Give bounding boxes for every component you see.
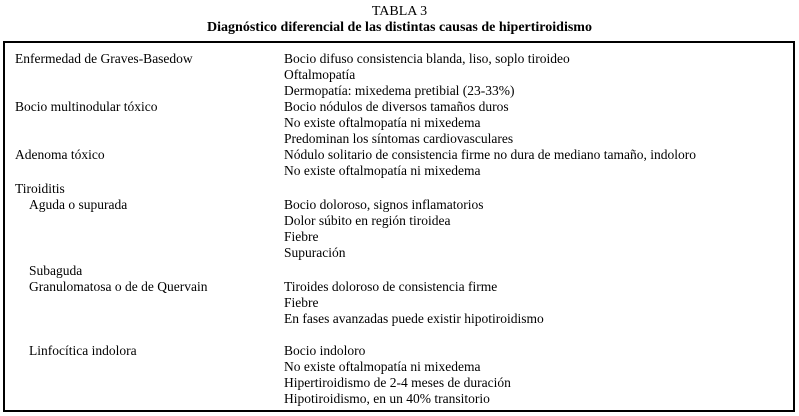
finding-cell: Dermopatía: mixedema pretibial (23-33%): [284, 83, 515, 98]
finding-cell: No existe oftalmopatía ni mixedema: [284, 115, 481, 130]
table-frame: [3, 41, 795, 412]
finding-cell: Hipertiroidismo de 2-4 meses de duración: [284, 375, 511, 390]
table-row: [5, 279, 793, 295]
finding-cell: Bocio nódulos de diversos tamaños duros: [284, 99, 509, 114]
condition-cell: Tiroiditis: [15, 181, 65, 196]
table-row: [5, 327, 793, 343]
table-row: [5, 343, 793, 359]
table-row: [5, 99, 793, 115]
finding-cell: Bocio doloroso, signos inflamatorios: [284, 197, 484, 212]
finding-cell: Nódulo solitario de consistencia firme no dura de mediano tamaño, indoloro: [284, 147, 697, 162]
finding-cell: Bocio indoloro: [284, 343, 366, 358]
table-row: [5, 181, 793, 197]
table-row: [5, 375, 793, 391]
table-row: [5, 359, 793, 375]
finding-cell: Predominan los síntomas cardiovasculares: [284, 131, 514, 146]
condition-cell: Adenoma tóxico: [15, 147, 105, 162]
condition-cell: Subaguda: [29, 263, 83, 278]
finding-cell: Supuración: [284, 245, 346, 260]
finding-cell: Bocio difuso consistencia blanda, liso, soplo tiroideo: [284, 51, 570, 66]
condition-cell: Linfocítica indolora: [29, 343, 137, 358]
table-row: [5, 115, 793, 131]
table-row: [5, 83, 793, 99]
table-number: TABLA 3: [371, 4, 428, 19]
table-row: [5, 131, 793, 147]
table-row: [5, 163, 793, 181]
condition-cell: Enfermedad de Graves-Basedow: [15, 51, 193, 66]
condition-cell: Bocio multinodular tóxico: [15, 99, 158, 114]
table-row: [5, 147, 793, 163]
finding-cell: No existe oftalmopatía ni mixedema: [284, 359, 481, 374]
table-row: [5, 229, 793, 245]
table-body: [5, 51, 793, 407]
table-row: [5, 197, 793, 213]
finding-cell: Hipotiroidismo, en un 40% transitorio: [284, 391, 490, 406]
finding-cell: Tiroides doloroso de consistencia firme: [284, 279, 498, 294]
finding-cell: Dolor súbito en región tiroidea: [284, 213, 451, 228]
condition-cell: Granulomatosa o de de Quervain: [29, 279, 208, 294]
finding-cell: No existe oftalmopatía ni mixedema: [284, 163, 481, 178]
table-row: [5, 311, 793, 327]
condition-cell: Aguda o supurada: [29, 197, 128, 212]
finding-cell: Fiebre: [284, 295, 319, 310]
table-row: [5, 245, 793, 263]
table-title: Diagnóstico diferencial de las distintas causas de hipertiroidismo: [207, 20, 592, 35]
finding-cell: Oftalmopatía: [284, 67, 356, 82]
table-row: [5, 67, 793, 83]
table-row: [5, 51, 793, 67]
table-row: [5, 263, 793, 279]
table-row: [5, 391, 793, 407]
table-row: [5, 295, 793, 311]
finding-cell: En fases avanzadas puede existir hipotiroidismo: [284, 311, 544, 326]
table-row: [5, 213, 793, 229]
finding-cell: Fiebre: [284, 229, 319, 244]
